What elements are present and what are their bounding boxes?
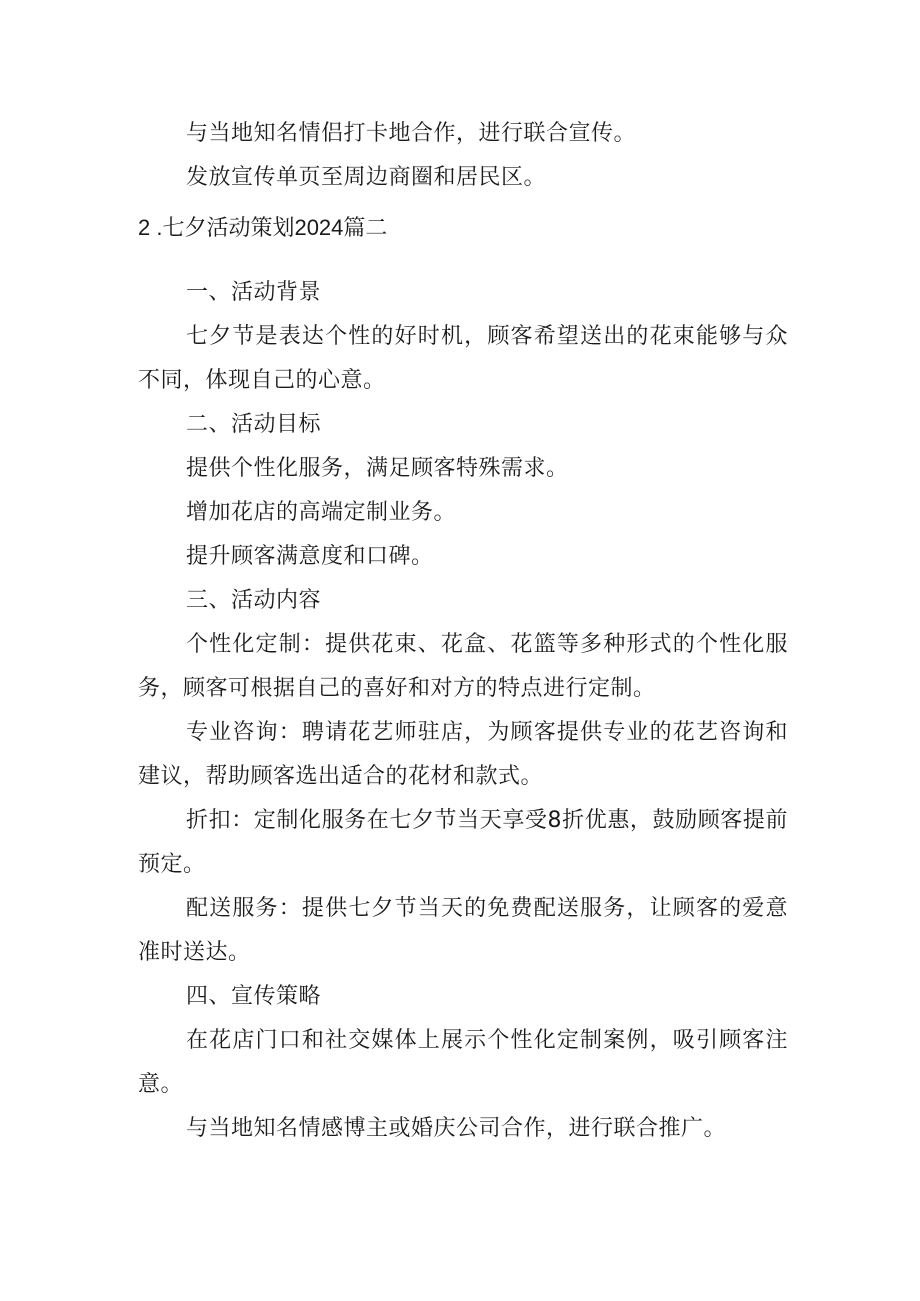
subheading: 二、活动目标: [186, 412, 322, 437]
paragraph: 增加花店的高端定制业务。: [186, 500, 457, 525]
paragraph: 七夕节是表达个性的好时机，顾客希望送出的花束能够与众不同，体现自己的心意。: [138, 324, 788, 393]
paragraph: 折扣：定制化服务在七夕节当天享受8折优惠，鼓励顾客提前预定。: [138, 808, 788, 877]
paragraph: 配送服务：提供七夕节当天的免费配送服务，让顾客的爱意准时送达。: [138, 896, 788, 965]
paragraph: 专业咨询：聘请花艺师驻店，为顾客提供专业的花艺咨询和建议，帮助顾客选出适合的花材和款式。: [138, 720, 788, 789]
subheading: 三、活动内容: [186, 588, 322, 613]
paragraph: 个性化定制：提供花束、花盒、花篮等多种形式的个性化服务，顾客可根据自己的喜好和对方的特点进行定制。: [138, 632, 788, 701]
paragraph: 与当地知名情侣打卡地合作，进行联合宣传。: [186, 121, 637, 146]
paragraph: 在花店门口和社交媒体上展示个性化定制案例，吸引顾客注意。: [138, 1028, 788, 1097]
paragraph: 提供个性化服务，满足顾客特殊需求。: [186, 456, 569, 481]
section-heading: 2 .七夕活动策划2024篇二: [138, 215, 388, 240]
paragraph: 提升顾客满意度和口碑。: [186, 544, 434, 569]
paragraph: 与当地知名情感博主或婚庆公司合作，进行联合推广。: [186, 1116, 727, 1141]
paragraph: 发放宣传单页至周边商圈和居民区。: [186, 165, 547, 190]
subheading: 四、宣传策略: [186, 984, 322, 1009]
subheading: 一、活动背景: [186, 280, 322, 305]
